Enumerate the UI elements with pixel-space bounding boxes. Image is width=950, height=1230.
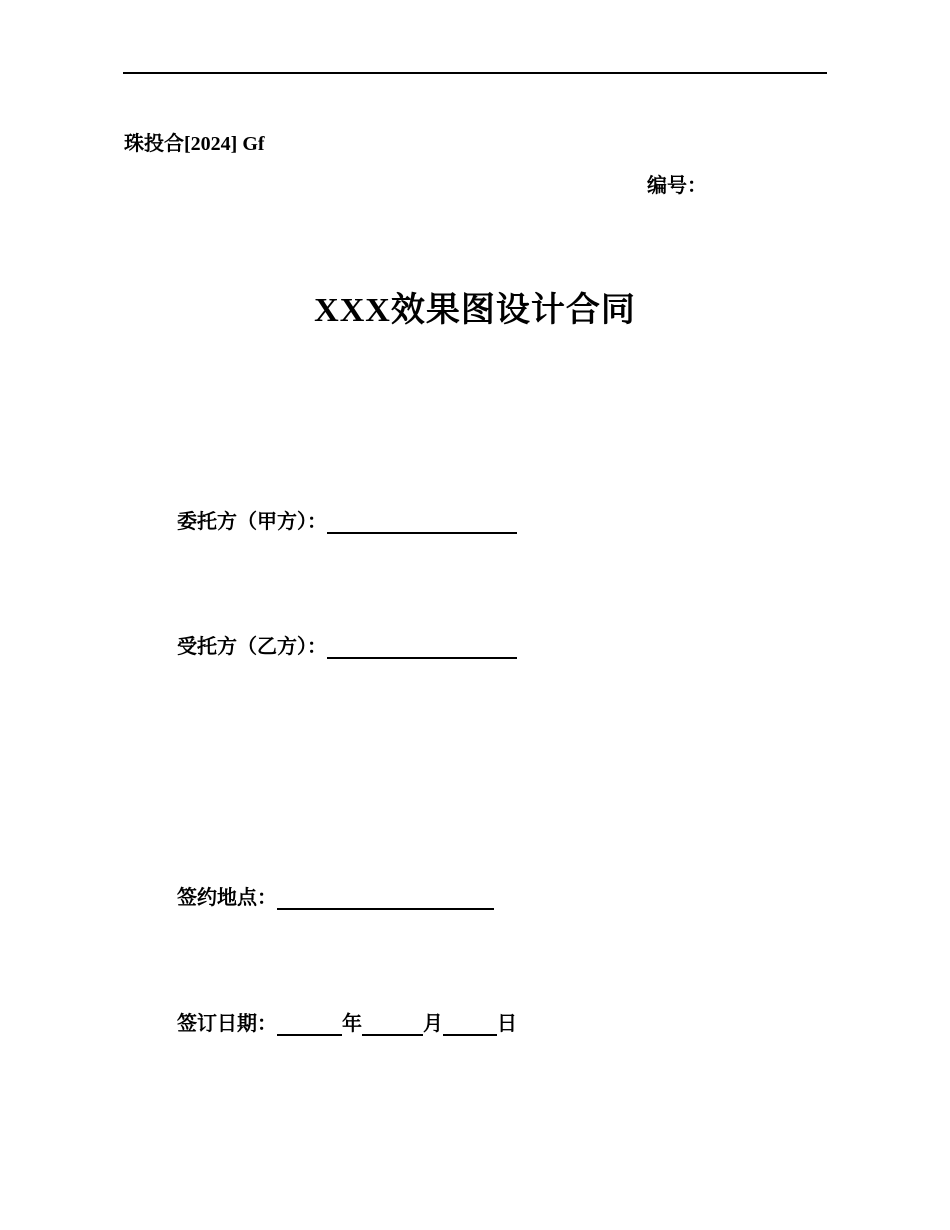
party-b-blank[interactable] — [327, 635, 517, 659]
header-rule — [123, 72, 827, 74]
year-label: 年 — [342, 1013, 362, 1035]
sign-month-blank[interactable] — [362, 1012, 423, 1036]
party-a-blank[interactable] — [327, 510, 517, 534]
month-label: 月 — [423, 1013, 443, 1035]
sign-year-blank[interactable] — [277, 1012, 342, 1036]
party-b-label: 受托方（乙方）： — [177, 636, 327, 658]
contract-number-label: 编号： — [647, 175, 707, 197]
sign-place-label: 签约地点： — [177, 887, 277, 909]
document-title: XXX效果图设计合同 — [314, 292, 636, 329]
sign-date-label: 签订日期： — [177, 1013, 277, 1035]
sign-place-blank[interactable] — [277, 886, 494, 910]
sign-day-blank[interactable] — [443, 1012, 497, 1036]
day-label: 日 — [497, 1013, 517, 1035]
contract-ref-code: 珠投合[2024] Gf — [124, 133, 265, 155]
sign-place-row — [177, 881, 494, 910]
party-a-row — [177, 505, 517, 534]
party-a-label: 委托方（甲方）： — [177, 511, 327, 533]
sign-date-row — [177, 1007, 517, 1036]
party-b-row — [177, 630, 517, 659]
